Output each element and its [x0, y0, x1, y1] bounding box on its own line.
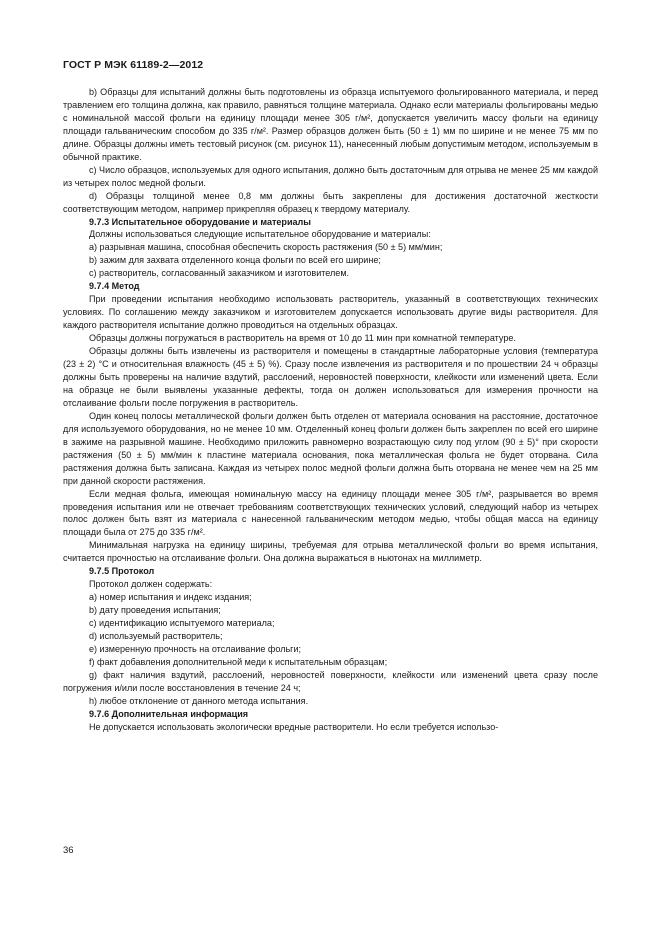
list-item: a) номер испытания и индекс издания; — [89, 592, 252, 603]
list-item: e) измеренную прочность на отслаивание фольги; — [89, 643, 302, 654]
list-item: h) любое отклонение от данного метода испытания. — [89, 695, 309, 706]
paragraph: Не допускается использовать экологически вредные растворители. Но если требуется использо- — [89, 721, 499, 732]
list-item: g) факт наличия вздутий, расслоений, неровностей поверхности, клейкости или изменений цвета сразу после погружения и/или после восстановления в течение 24 ч; — [63, 669, 598, 693]
paragraph: Должны использоваться следующие испытательное оборудование и материалы: — [89, 229, 431, 240]
paragraph: Образцы должны быть извлечены из растворителя и помещены в стандартные лабораторные условия (температура (23 ± 2) °C и относительная влажность (45 ± 5) %). Сразу после извлечения из растворителя и по прошествии 24 ч образцы должны быть проверены на наличие вздутий, расслоений, неровностей поверхности, клейкости или изменений цвета. Если на образце не были выявлены указанные дефекты, тогда он должен использоваться для измерения прочности на отслаивание фольги после погружения в растворитель. — [63, 346, 598, 408]
paragraph: Если медная фольга, имеющая номинальную массу на единицу площади менее 305 г/м², разрывается во время проведения испытания или не отвечает требованиям соответствующих технических условий, следующий набор из четырех полос должен быть взят из материала с нанесенной гальваническим методом медью, чтобы общая масса на единицу площади была от 275 до 335 г/м². — [63, 488, 598, 538]
list-item: b) зажим для захвата отделенного конца фольги по всей его ширине; — [89, 255, 381, 266]
document-body — [63, 86, 598, 734]
paragraph: b) Образцы для испытаний должны быть подготовлены из образца испытуемого фольгированного материала, и перед травлением его толщина должна, как правило, равняться толщине материала. Однако если материалы фольгированы медью с номинальной массой фольги на единицу площади менее 305 г/м², допускается увеличить массу фольги на единицу площади гальваническим способом до 335 г/м². Размер образцов должен быть (50 ± 1) мм по ширине и не менее 75 мм по длине. Образцы должны иметь тестовый рисунок (см. рисунок 11), нанесенный любым допустимым методом, используемым в обычной практике. — [63, 87, 598, 162]
section-heading: 9.7.6 Дополнительная информация — [89, 708, 249, 719]
section-heading: 9.7.4 Метод — [89, 281, 140, 292]
page-number: 36 — [63, 845, 74, 856]
list-item: c) растворитель, согласованный заказчиком и изготовителем. — [89, 268, 350, 279]
document-header: ГОСТ Р МЭК 61189-2—2012 — [63, 59, 204, 71]
paragraph: При проведении испытания необходимо использовать растворитель, указанный в соответствующих технических условиях. По соглашению между заказчиком и изготовителем допускается использовать другие виды растворителя. Для каждого растворителя испытание должно проводиться на отдельных образцах. — [63, 294, 598, 331]
section-heading: 9.7.5 Протокол — [89, 566, 155, 577]
paragraph: Протокол должен содержать: — [89, 579, 213, 590]
list-item: c) идентификацию испытуемого материала; — [89, 618, 275, 629]
list-item: b) дату проведения испытания; — [89, 605, 221, 616]
paragraph: Минимальная нагрузка на единицу ширины, требуемая для отрыва металлической фольги во время испытания, считается прочностью на отслаивание фольги. Она должна выражаться в ньютонах на миллиметр. — [63, 540, 598, 564]
paragraph: Один конец полосы металлической фольги должен быть отделен от материала основания на расстояние, достаточное для используемого оборудования, но не менее 10 мм. Отделенный конец фольги должен быть закреплен по всей его ширине в зажиме на разрывной машине. Необходимо приложить равномерно возрастающую силу под углом (90 ± 5)° при скорости растяжения (50 ± 5) мм/мин к пластине материала основания, пока металлическая фольга не будет оторвана. Сила растяжения должна быть записана. Каждая из четырех полос медной фольги должна быть оторвана не менее чем на 25 мм при данной скорости растяжения. — [63, 410, 598, 486]
section-heading: 9.7.3 Испытательное оборудование и материалы — [89, 216, 312, 227]
paragraph: c) Число образцов, используемых для одного испытания, должно быть достаточным для отрыва не менее 25 мм каждой из четырех полос медной фольги. — [63, 164, 598, 188]
list-item: f) факт добавления дополнительной меди к испытательным образцам; — [89, 656, 388, 667]
paragraph: Образцы должны погружаться в растворитель на время от 10 до 11 мин при комнатной температуре. — [89, 333, 516, 344]
list-item: a) разрывная машина, способная обеспечить скорость растяжения (50 ± 5) мм/мин; — [89, 242, 443, 253]
list-item: d) используемый растворитель; — [89, 631, 223, 642]
paragraph: d) Образцы толщиной менее 0,8 мм должны быть закреплены для достижения достаточной жесткости соответствующим методом, например прикрепляя образец к твердому материалу. — [63, 190, 598, 214]
